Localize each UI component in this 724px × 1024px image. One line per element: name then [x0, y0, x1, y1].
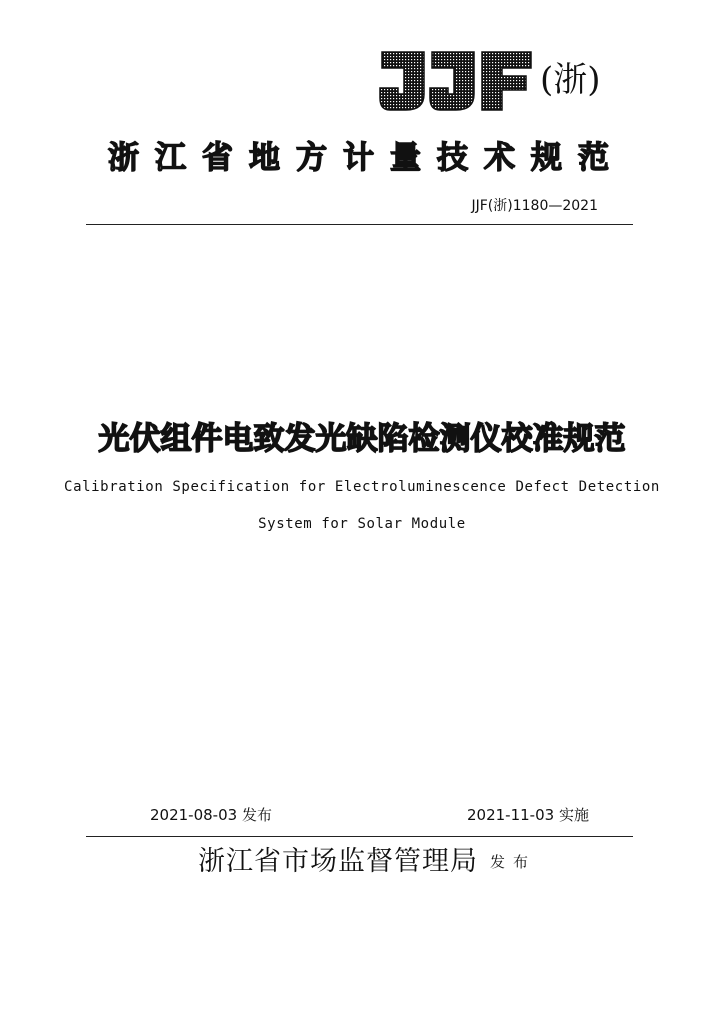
document-title-english-line-1: Calibration Specification for Electroluminescence Defect Detection — [64, 479, 660, 495]
logo-province-suffix: (浙) — [540, 60, 601, 100]
document-title-english-line-2: System for Solar Module — [258, 516, 466, 532]
document-title-chinese: 光伏组件电致发光缺陷检测仪校准规范 — [98, 421, 626, 457]
series-title: 浙江省地方计量技术规范 — [108, 140, 625, 176]
issue-date: 2021-08-03 发布 — [150, 806, 272, 824]
issuer-name: 浙江省市场监督管理局 — [198, 846, 478, 877]
issuer-block — [198, 842, 536, 882]
top-divider — [86, 224, 633, 225]
bottom-divider — [86, 836, 633, 837]
document-number: JJF(浙)1180—2021 — [471, 198, 598, 214]
jjf-logo-graphic — [378, 50, 533, 112]
issuer-action: 发布 — [490, 853, 537, 871]
jjf-logo — [378, 50, 533, 112]
effective-date: 2021-11-03 实施 — [467, 806, 589, 824]
